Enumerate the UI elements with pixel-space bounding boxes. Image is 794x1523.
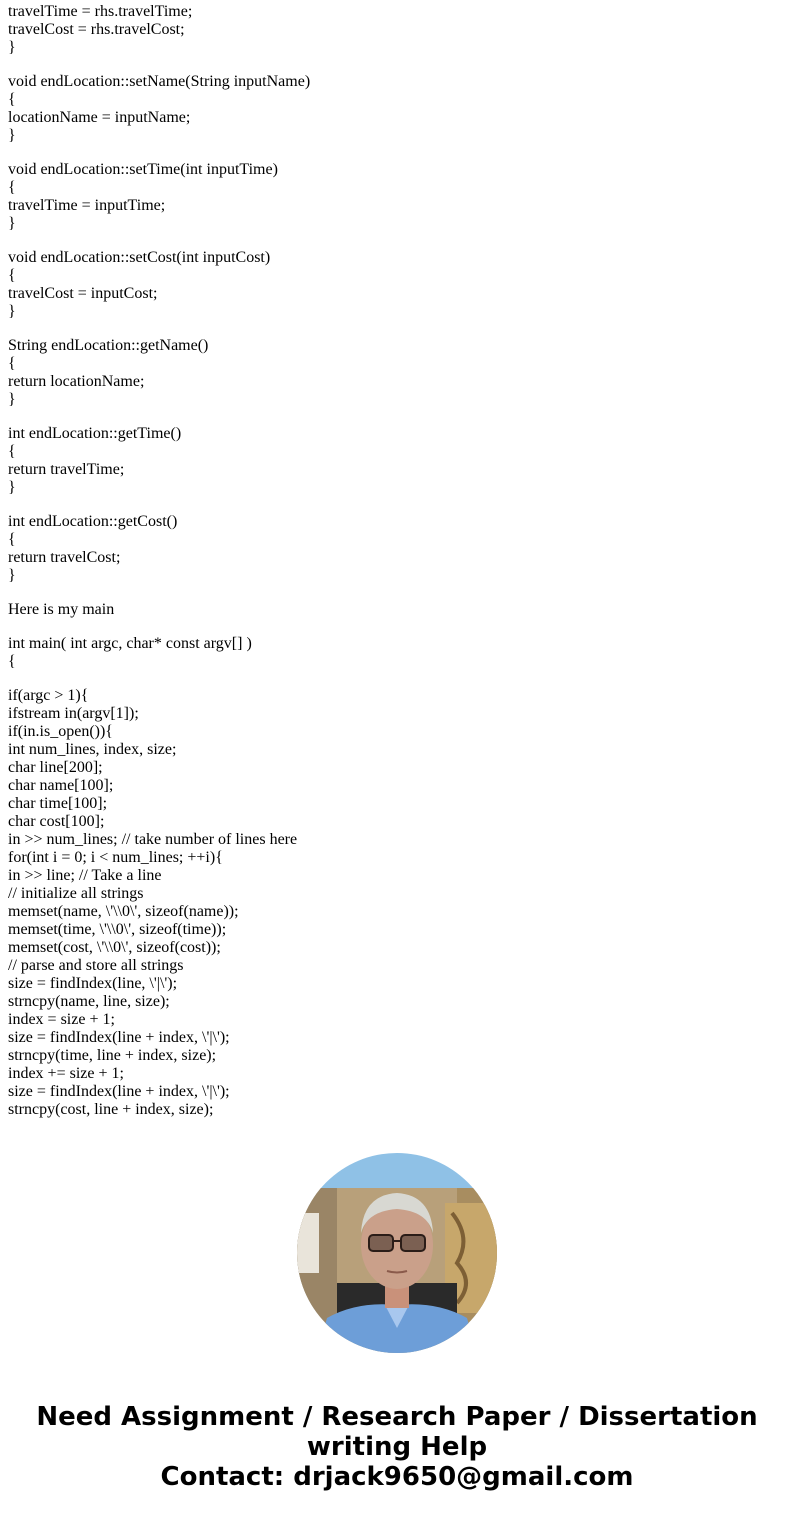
code-line: char time[100]; [8,795,108,812]
code-line: { [8,91,16,108]
code-line: { [8,179,16,196]
code-line: return travelTime; [8,461,125,478]
code-line: int main( int argc, char* const argv[] ) [8,635,252,652]
code-line: // initialize all strings [8,885,144,902]
code-line: } [8,215,16,232]
avatar [297,1153,497,1353]
promo-banner [0,1402,794,1492]
code-line: { [8,653,16,670]
code-line: travelTime = rhs.travelTime; [8,3,193,20]
code-line: memset(name, \'\\0\', sizeof(name)); [8,903,239,920]
code-line: int endLocation::getCost() [8,513,178,530]
code-line: } [8,479,16,496]
promo-line-1: Need Assignment / Research Paper / Dissertation [36,1402,758,1432]
code-line: { [8,267,16,284]
code-line: index += size + 1; [8,1065,124,1082]
code-line: return travelCost; [8,549,121,566]
code-line: String endLocation::getName() [8,337,209,354]
code-line: travelTime = inputTime; [8,197,166,214]
code-line: char name[100]; [8,777,114,794]
code-line: ifstream in(argv[1]); [8,705,139,722]
code-line: void endLocation::setName(String inputName) [8,73,311,90]
code-line: } [8,39,16,56]
code-line: } [8,127,16,144]
code-line: int num_lines, index, size; [8,741,177,758]
code-snippet [8,0,788,1122]
code-line: strncpy(cost, line + index, size); [8,1101,214,1118]
code-line: size = findIndex(line + index, \'|\'); [8,1029,230,1046]
promo-contact: Contact: drjack9650@gmail.com [160,1462,634,1492]
code-line: strncpy(name, line, size); [8,993,170,1010]
code-line: size = findIndex(line, \'|\'); [8,975,178,992]
code-line: in >> line; // Take a line [8,867,162,884]
code-line: if(argc > 1){ [8,687,89,704]
code-line: travelCost = inputCost; [8,285,158,302]
code-line: char cost[100]; [8,813,105,830]
code-line: in >> num_lines; // take number of lines here [8,831,298,848]
code-line: if(in.is_open()){ [8,723,113,740]
code-line: travelCost = rhs.travelCost; [8,21,185,38]
code-line: locationName = inputName; [8,109,191,126]
promo-line-2: writing Help [306,1432,488,1462]
code-line: } [8,567,16,584]
code-line: memset(cost, \'\\0\', sizeof(cost)); [8,939,221,956]
code-line: memset(time, \'\\0\', sizeof(time)); [8,921,227,938]
code-line: char line[200]; [8,759,103,776]
code-line: void endLocation::setTime(int inputTime) [8,161,278,178]
code-line: // parse and store all strings [8,957,184,974]
code-line: Here is my main [8,601,115,618]
code-line: } [8,391,16,408]
code-line: } [8,303,16,320]
code-line: void endLocation::setCost(int inputCost) [8,249,271,266]
code-line: int endLocation::getTime() [8,425,182,442]
code-line: return locationName; [8,373,145,390]
code-line: index = size + 1; [8,1011,115,1028]
person-photo [297,1153,497,1353]
code-line: { [8,531,16,548]
code-line: { [8,443,16,460]
code-line: strncpy(time, line + index, size); [8,1047,217,1064]
code-line: for(int i = 0; i < num_lines; ++i){ [8,849,223,866]
code-line: { [8,355,16,372]
code-line: size = findIndex(line + index, \'|\'); [8,1083,230,1100]
